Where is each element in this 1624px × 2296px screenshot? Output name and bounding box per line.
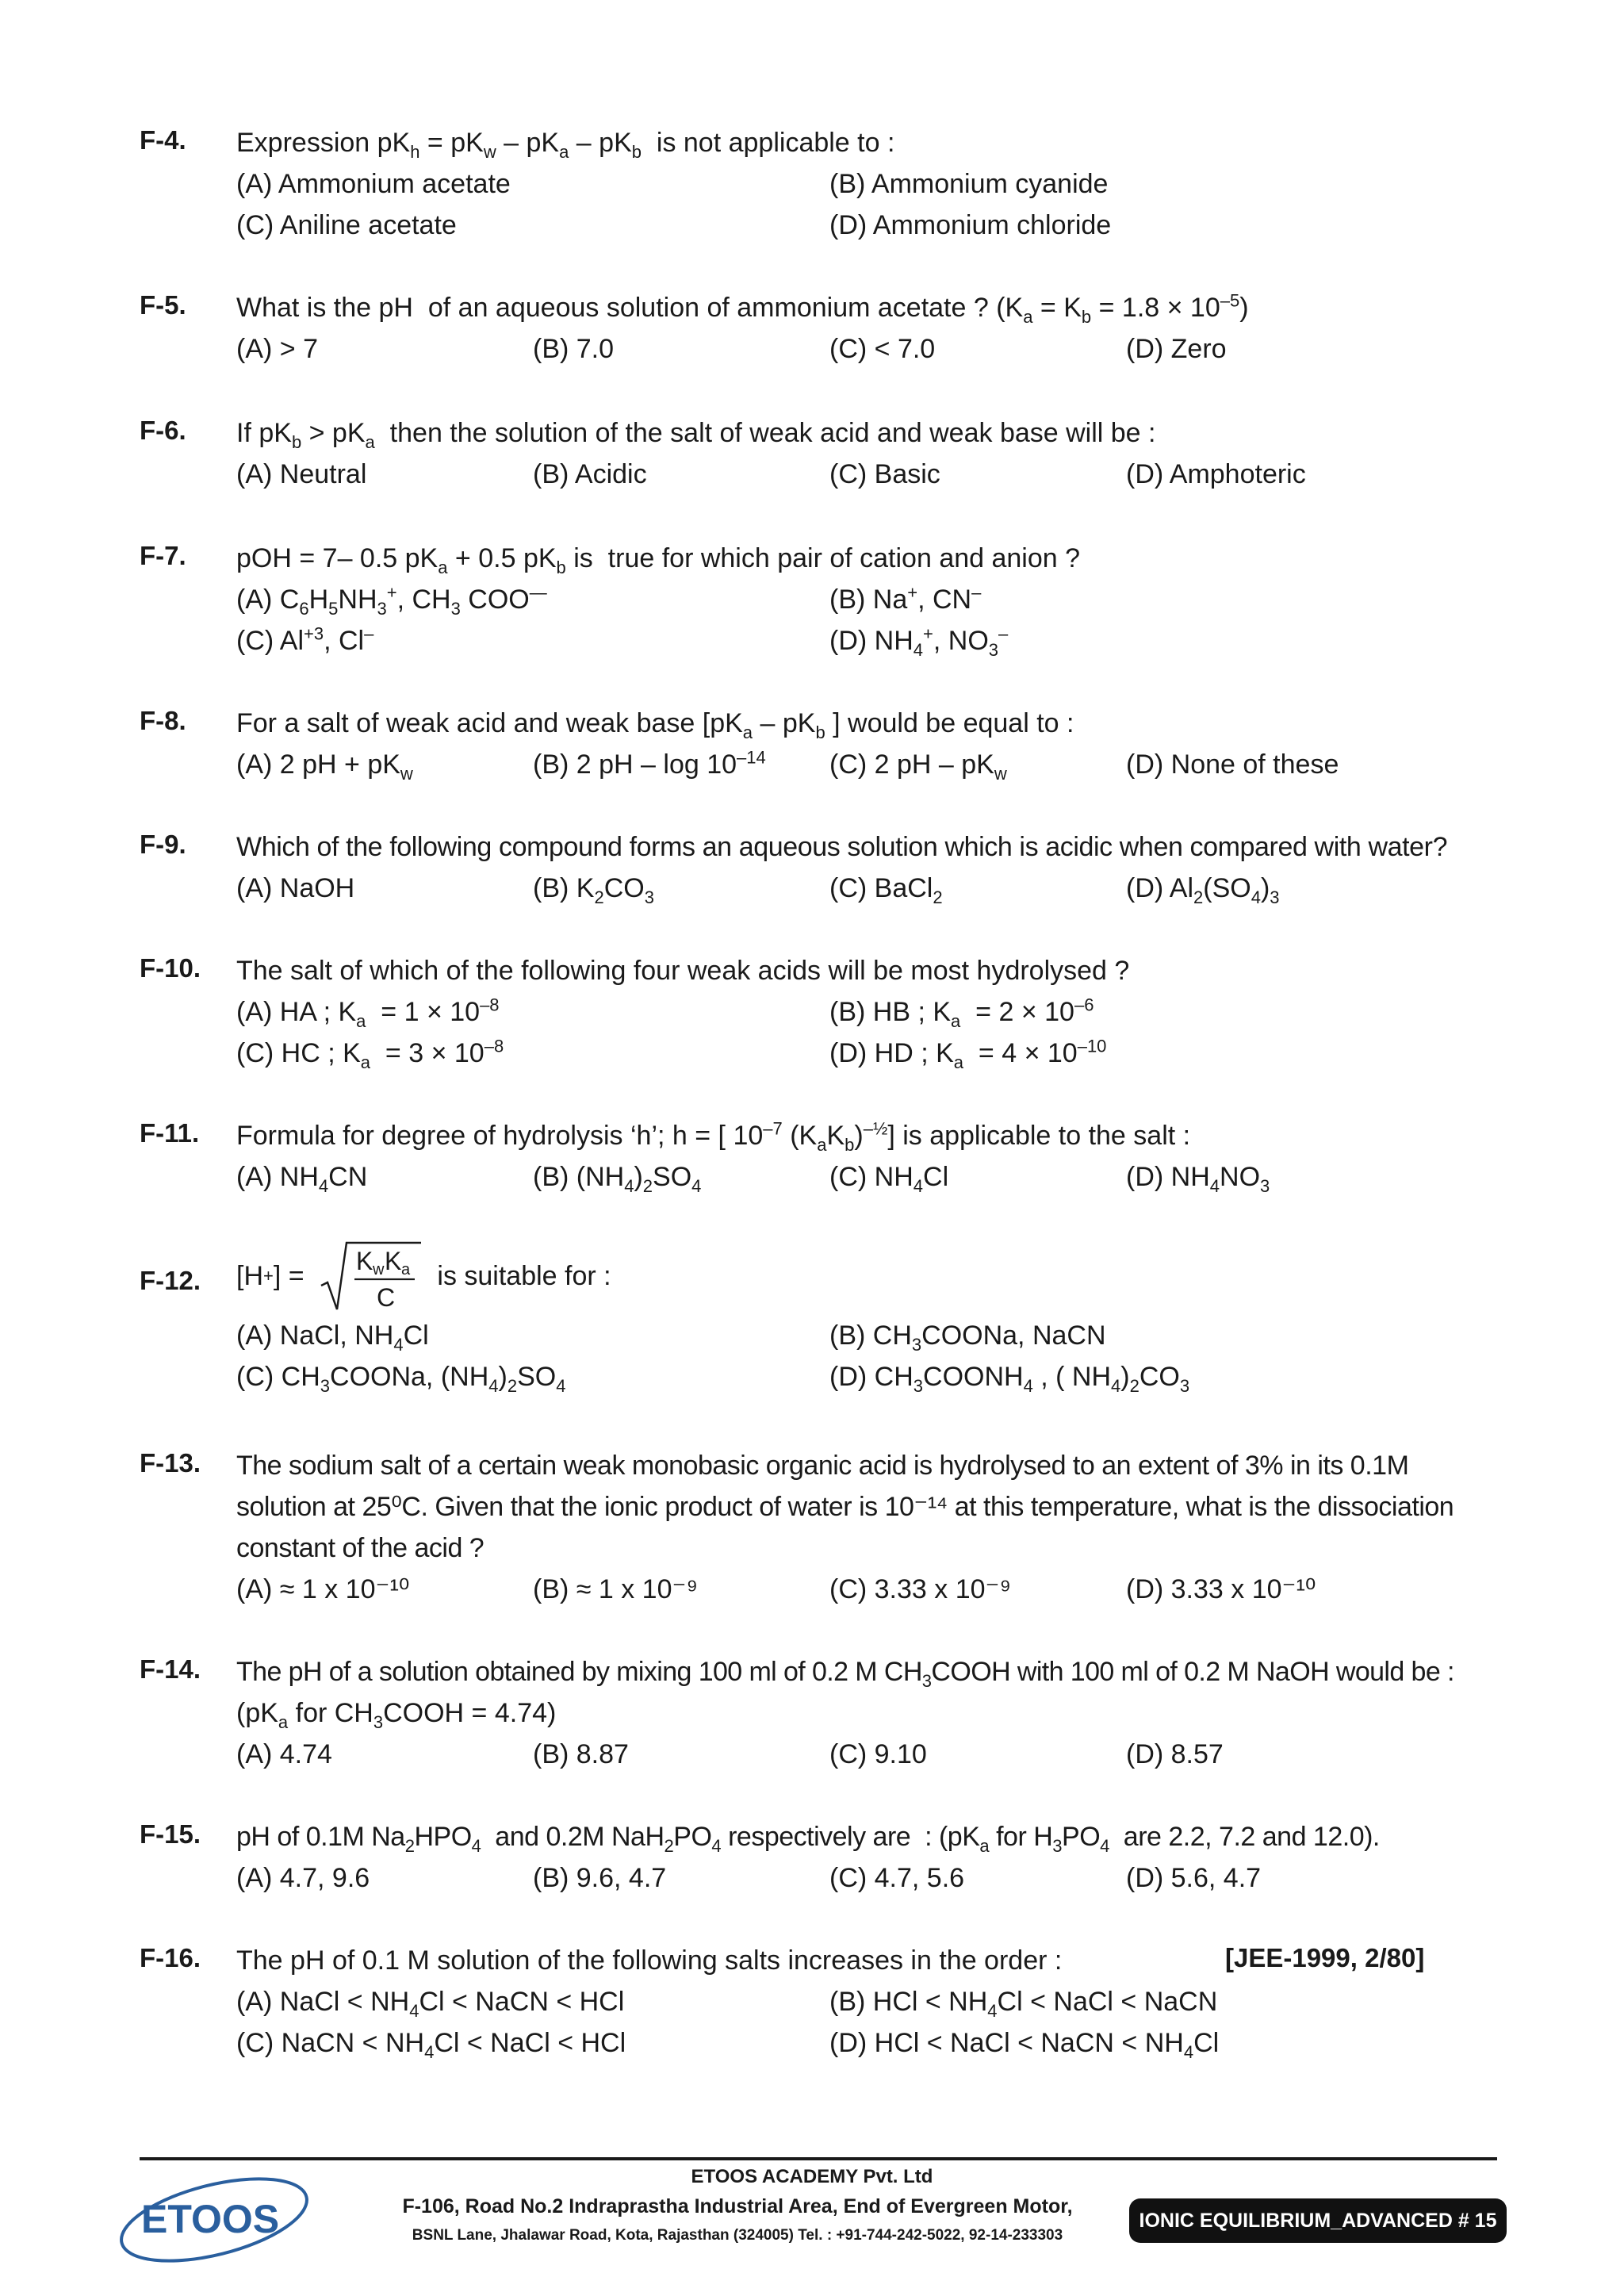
question-stem: Expression $pK_h = pK_w - pK_a - pK_b$ is not applicable to : bbox=[236, 128, 895, 162]
option-a: (A) NaOH bbox=[236, 873, 355, 903]
option-d: (D) $NH_4NO_3$ bbox=[1126, 1162, 1270, 1196]
question-stem: Formula for degree of hydrolysis ‘h’; h = [ $10^{-7}$ $(K_aK_b)^{-\frac{1}{2}}$] is applicable to the salt : bbox=[236, 1118, 1191, 1155]
question-stem: The salt of which of the following four weak acids will be most hydrolysed ? bbox=[236, 956, 1130, 986]
question-stem: pOH = 7– 0.5 $pK_a + 0.5$ $pK_b$ is true for which pair of cation and anion ? bbox=[236, 543, 1081, 577]
option-c: (C) BaCl$_2$ bbox=[829, 873, 943, 907]
option-d: (D) Zero bbox=[1126, 334, 1227, 364]
svg-text:C: C bbox=[376, 1283, 395, 1312]
option-c: (C) 9.10 bbox=[829, 1739, 927, 1769]
question-number: F-6. bbox=[140, 416, 186, 445]
svg-text:a: a bbox=[400, 1261, 410, 1278]
question-number: F-8. bbox=[140, 706, 186, 735]
footer-company: ETOOS ACADEMY Pvt. Ltd bbox=[691, 2166, 933, 2187]
question-stem: The sodium salt of a certain weak monobasic organic acid is hydrolysed to an extent of 3% in its 0.1M solution at 25⁰C. Given that the ionic product of water is 10⁻¹⁴ at this temperature, what is the dissociation constant of the acid ? bbox=[236, 1451, 1454, 1563]
question-number: F-16. bbox=[140, 1943, 201, 1972]
question-stem: The pH of 0.1 M solution of the following salts increases in the order : bbox=[236, 1945, 1063, 1976]
option-a: (A) $C_6H_5NH_3^+$, $CH_3$ COO— bbox=[236, 582, 547, 619]
option-b: (B) HCl < $NH_4Cl$ < NaCl < NaCN bbox=[829, 1987, 1218, 2021]
option-c: (C) 3.33 x 10⁻⁹ bbox=[829, 1574, 1012, 1604]
question-stem: The pH of a solution obtained by mixing 100 ml of 0.2 M $CH_3COOH$ with 100 ml of 0.2 M NaOH would be : bbox=[236, 1657, 1454, 1691]
option-d: (D) $CH_3COONH_4$ , ( $NH_4)_2CO_3$ bbox=[829, 1362, 1190, 1396]
option-d: (D) HCl < NaCl < NaCN < $NH_4Cl$ bbox=[829, 2028, 1220, 2062]
option-c: (C) Basic bbox=[829, 459, 940, 489]
option-d: (D) None of these bbox=[1126, 749, 1339, 780]
question-number: F-4. bbox=[140, 125, 186, 155]
option-a: (A) $NH_4CN$ bbox=[236, 1162, 368, 1196]
option-b: (B) 9.6, 4.7 bbox=[533, 1863, 667, 1893]
question-number: F-12. bbox=[140, 1266, 201, 1295]
question-stem: For a salt of weak acid and weak base [$pK_a - pK_b$ ] would be equal to : bbox=[236, 708, 1074, 742]
option-b: (B) Acidic bbox=[533, 459, 647, 489]
option-b: (B) $CH_3COONa$, NaCN bbox=[829, 1320, 1106, 1355]
question-stem: pH of 0.1M $Na_2HPO_4$ and 0.2M $NaH_2PO_4$ respectively are : ($pK_a$ for $H_3PO_4$ are 2.2, 7.2 and 12.0). bbox=[236, 1822, 1380, 1856]
option-a: (A) NaCl, $NH_4Cl$ bbox=[236, 1320, 429, 1355]
option-b: (B) 7.0 bbox=[533, 334, 615, 364]
option-c: (C) 2 pH – $pK_w$ bbox=[829, 749, 1007, 784]
question-stem: Which of the following compound forms an aqueous solution which is acidic when compared with water? bbox=[236, 832, 1448, 862]
option-a: (A) Ammonium acetate bbox=[236, 169, 511, 199]
square-root-formula bbox=[320, 1240, 423, 1313]
option-c: (C) 4.7, 5.6 bbox=[829, 1863, 965, 1893]
question-number: F-5. bbox=[140, 290, 186, 320]
option-d: (D) HD ; $K_a = 4 \times 10^{-10}$ bbox=[829, 1036, 1107, 1072]
svg-text:w: w bbox=[372, 1261, 384, 1278]
option-b: (B) 8.87 bbox=[533, 1739, 629, 1769]
footer-address-line1: F-106, Road No.2 Indraprastha Industrial Area, End of Evergreen Motor, bbox=[402, 2195, 1073, 2217]
option-a: (A) ≈ 1 x 10⁻¹⁰ bbox=[236, 1574, 410, 1604]
option-b: (B) $(NH_4)_2SO_4$ bbox=[533, 1162, 702, 1196]
exam-reference-tag: [JEE-1999, 2/80] bbox=[1225, 1943, 1425, 1972]
question-stem: What is the pH of an aqueous solution of ammonium acetate ? $(K_a = K_b = 1.8 \times 10^{-5})$ bbox=[236, 290, 1249, 327]
option-d: (D) Ammonium chloride bbox=[829, 210, 1112, 240]
question-number: F-15. bbox=[140, 1819, 201, 1849]
option-b: (B) Na+, CN– bbox=[829, 582, 982, 615]
option-d: (D) Amphoteric bbox=[1126, 459, 1306, 489]
question-number: F-11. bbox=[140, 1118, 200, 1148]
option-b: (B) HB ; $K_a = 2 \times 10^{-6}$ bbox=[829, 995, 1094, 1031]
svg-text:K: K bbox=[355, 1247, 373, 1275]
option-c: (C) HC ; $K_a = 3 \times 10^{-8}$ bbox=[236, 1036, 504, 1072]
chapter-page-badge: IONIC EQUILIBRIUM_ADVANCED # 15 bbox=[1129, 2198, 1507, 2243]
option-b: (B) $K_2CO_3$ bbox=[533, 873, 654, 907]
option-d: (D) 8.57 bbox=[1126, 1739, 1224, 1769]
option-d: (D) 5.6, 4.7 bbox=[1126, 1863, 1262, 1893]
option-a: (A) NaCl < $NH_4Cl$ < NaCN < HCl bbox=[236, 1987, 625, 2021]
question-number: F-10. bbox=[140, 953, 201, 983]
question-stem-note: ($pK_a$ for $CH_3COOH = 4.74$) bbox=[236, 1698, 557, 1732]
option-a: (A) 4.74 bbox=[236, 1739, 332, 1769]
option-c: (C) $Al^{+3}$, Cl– bbox=[236, 623, 374, 656]
question-number: F-14. bbox=[140, 1654, 201, 1684]
option-b: (B) 2 pH – $\log 10^{-14}$ bbox=[533, 747, 766, 780]
question-number: F-7. bbox=[140, 541, 186, 570]
svg-text:K: K bbox=[384, 1247, 401, 1275]
option-b: (B) ≈ 1 x 10⁻⁹ bbox=[533, 1574, 699, 1604]
option-d: (D) $NH_4^+$, $NO_3^-$ bbox=[829, 623, 1009, 660]
option-d: (D) $Al_2(SO_4)_3$ bbox=[1126, 873, 1280, 907]
option-c: (C) < 7.0 bbox=[829, 334, 936, 364]
option-a: (A) 2 pH + $pK_w$ bbox=[236, 749, 413, 784]
question-number: F-13. bbox=[140, 1448, 201, 1478]
option-a: (A) 4.7, 9.6 bbox=[236, 1863, 370, 1893]
option-a: (A) HA ; $K_a = 1 \times 10^{-8}$ bbox=[236, 995, 500, 1031]
option-c: (C) $NH_4Cl$ bbox=[829, 1162, 949, 1196]
option-b: (B) Ammonium cyanide bbox=[829, 169, 1109, 199]
option-d: (D) 3.33 x 10⁻¹⁰ bbox=[1126, 1574, 1316, 1604]
option-a: (A) > 7 bbox=[236, 334, 318, 364]
option-c: (C) NaCN < $NH_4Cl$ < NaCl < HCl bbox=[236, 2028, 626, 2062]
footer-divider bbox=[140, 2157, 1497, 2160]
option-c: (C) Aniline acetate bbox=[236, 210, 457, 240]
question-number: F-9. bbox=[140, 830, 186, 859]
question-stem: [H + ] = K w K a C is suitable for : bbox=[236, 1239, 1497, 1313]
option-c: (C) $CH_3COONa$, $(NH_4)_2SO_4$ bbox=[236, 1362, 566, 1396]
question-stem: If $pK_b > pK_a$ then the solution of the salt of weak acid and weak base will be : bbox=[236, 418, 1156, 452]
logo-text: ETOOS bbox=[141, 2197, 280, 2241]
option-a: (A) Neutral bbox=[236, 459, 367, 489]
footer-address-line2: BSNL Lane, Jhalawar Road, Kota, Rajasthan (324005) Tel. : +91-744-242-5022, 92-14-233303 bbox=[412, 2227, 1063, 2244]
